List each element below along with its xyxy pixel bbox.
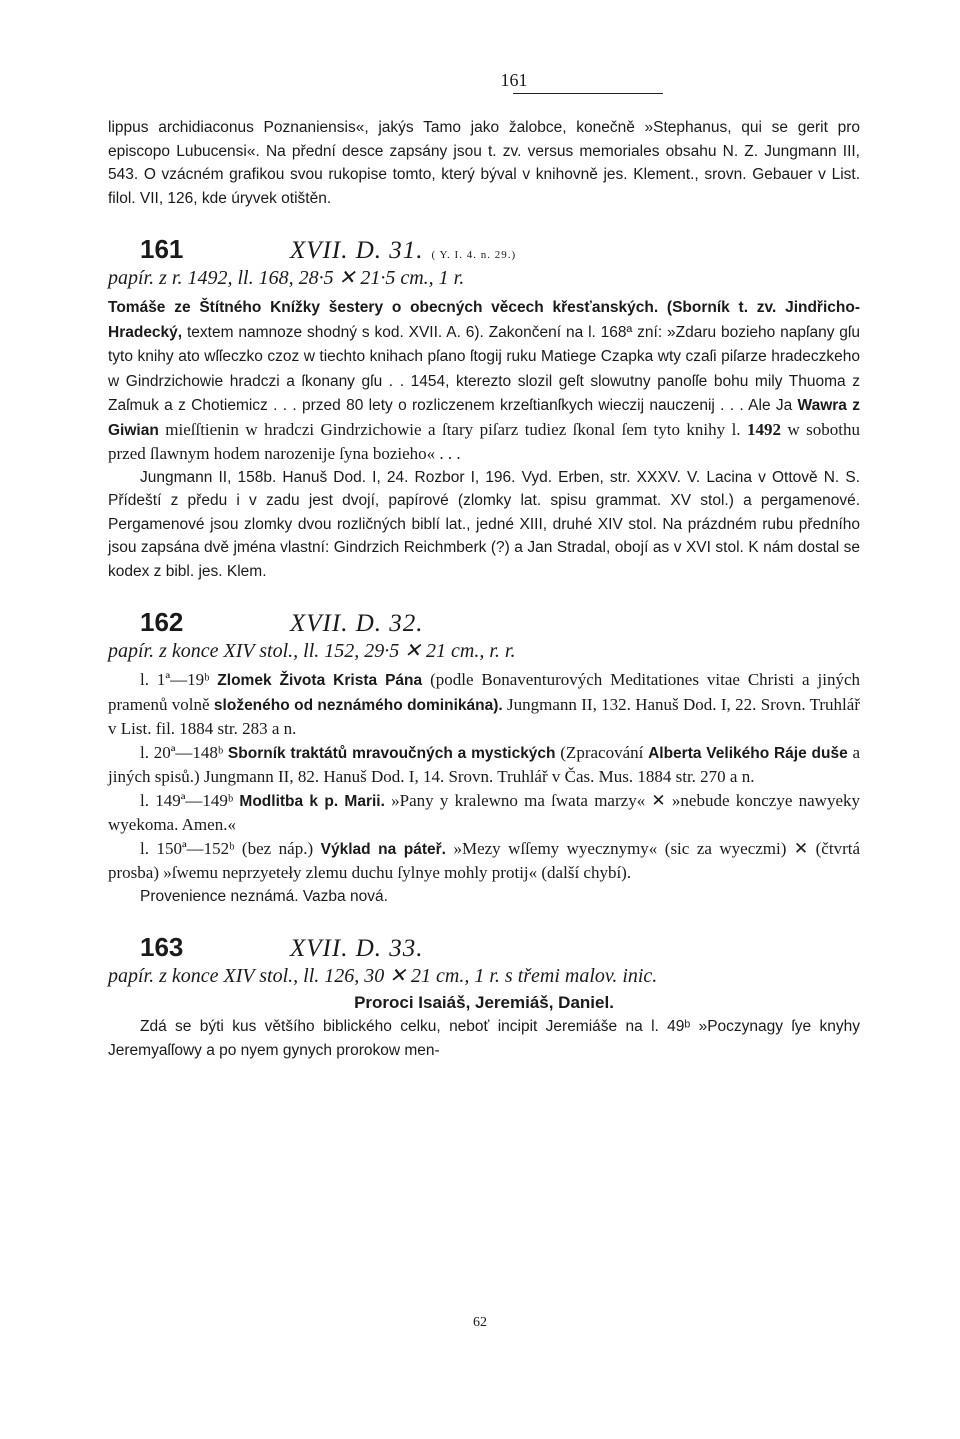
entry-162-header bbox=[108, 607, 860, 638]
entry-161-notes: Jungmann II, 158b. Hanuš Dod. I, 24. Rozbor I, 196. Vyd. Erben, str. XXXV. V. Lacina v Ottově N. S. Přídeští z předu i v zadu jest dvojí, papírové (zlomky lat. spisu grammat. XV stol.) a pergamenové. Pergamenové jsou zlomky dvou rozličných biblí lat., jedné XIII, druhé XIV stol. Na prázdném rubu předního jsou zapsána dvě jména vlastní: Gindrzich Reichmberk (?) a Jan Stradal, obojí as v XVI stol. K nám dostal se kodex z bibl. jes. Klem. bbox=[108, 468, 860, 580]
entry-signature: XVII. D. 31. ( Y. I. 4. n. 29.) bbox=[290, 237, 517, 264]
entry-number: 161 bbox=[140, 234, 184, 264]
entry-number: 163 bbox=[140, 932, 184, 962]
paper-description: papír. z konce XIV stol., ll. 152, 29·5 ✕ 21 cm., r. r. bbox=[108, 640, 516, 662]
year: 1492 bbox=[747, 419, 782, 439]
intro-paragraph: lippus archidiaconus Poznaniensis«, jakýs Tamo jako žalobce, konečně »Stephanus, qui se gerit pro episcopo Lubucensi«. Na přední desce zapsány jsou t. zv. versus memoriales obsahu N. Z. Jungmann III, 543. O vzácném grafikou svou rukopise tomto, který býval v knihovně jes. Klement., srovn. Gebauer v List. filol. VII, 126, kde úryvek otištěn. bbox=[108, 119, 860, 207]
provenance: Provenience neznámá. Vazba nová. bbox=[140, 887, 388, 905]
entry-signature: XVII. D. 33. bbox=[290, 935, 424, 962]
page bbox=[108, 70, 860, 1062]
entry-title: Proroci Isaiáš, Jeremiáš, Daniel. bbox=[354, 993, 614, 1012]
footer-number: 62 bbox=[473, 1315, 487, 1330]
old-signature: ( Y. I. 4. n. 29.) bbox=[431, 249, 517, 261]
header-rule bbox=[513, 93, 663, 94]
paper-description: papír. z r. 1492, ll. 168, 28·5 ✕ 21·5 cm., 1 r. bbox=[108, 267, 465, 289]
entry-signature: XVII. D. 32. bbox=[290, 610, 424, 637]
list-item: l. 149ª—149ᵇ Modlitba k p. Marii. »Pany y kralewno ma ſwata marzy« ✕ »nebude konczye nawyeky wyekoma. Amen.« bbox=[108, 790, 860, 834]
entry-number: 162 bbox=[140, 607, 184, 637]
entry-title: Tomáše ze Štítného Knížky šestery o obecných věcech křesťanských. (Sborník t. zv. Jindřicho-Hradecký, bbox=[108, 299, 860, 341]
list-item: l. 20ª—148ᵇ Sborník traktátů mravoučných a mystických (Zpracování Alberta Velikého Ráje duše a jiných spisů.) Jungmann II, 82. Hanuš Dod. I, 14. Srovn. Truhlář v Čas. Mus. 1884 str. 270 a n. bbox=[108, 742, 861, 786]
paper-description: papír. z konce XIV stol., ll. 126, 30 ✕ 21 cm., 1 r. s třemi malov. inic. bbox=[108, 965, 658, 987]
list-item: l. 150ª—152ᵇ (bez náp.) Výklad na páteř. »Mezy wſſemy wyecznymy« (sic za wyeczmi) ✕ (čtvrtá prosba) »ſwemu neprzyeteły zlemu duchu ſylnye mohly protij« (další chybí). bbox=[108, 838, 860, 882]
entry-161-header bbox=[108, 234, 860, 265]
page-number: 161 bbox=[500, 70, 528, 90]
scribe-name: Wawra z Giwian bbox=[108, 397, 860, 439]
entry-163-header bbox=[108, 932, 860, 963]
entry-161-body: Tomáše ze Štítného Knížky šestery o obecných věcech křesťanských. (Sborník t. zv. Jindřicho-Hradecký, textem namnoze shodný s kod. XVII. A. 6). Zakončení na l. 168ª zní: »Zdaru bozieho napſany gſu tyto knihy ato wſſeczko czoz w tiechto knihach pſano ſtogij ruku Matiege Czapka wty czaſi piſarze hradeczkeho w Gindrzichowie hradczi a ſkonany gſu . . 1454, kterezto slozil geſt slowutny panoſſe bohu mily Thuoma z Zaſmuk a z Chotiemicz . . . przed 80 lety o rozliczenem krzeſtianſkych wieczij nauczenij . . . Ale Ja Wawra z Giwian mieſſtienin w hradczi Gindrzichowie a ſtary piſarz tudiez ſkonal ſem tyto knihy l. 1492 w sobothu przed ſlawnym hodem narozenije ſyna bozieho« . . . bbox=[108, 299, 861, 463]
list-item: l. 1ª—19ᵇ Zlomek Života Krista Pána (podle Bonaventurových Meditationes vitae Christi a jiných pramenů volně složeného od neznámého dominikána). Jungmann II, 132. Hanuš Dod. I, 22. Srovn. Truhlář v List. fil. 1884 str. 283 a n. bbox=[108, 670, 861, 738]
entry-163-body: Zdá se býti kus většího biblického celku, neboť incipit Jeremiáše na l. 49ᵇ »Poczynagy ſye knyhy Jeremyaſſowy a po nyem gynych prorokow men- bbox=[108, 1018, 860, 1059]
